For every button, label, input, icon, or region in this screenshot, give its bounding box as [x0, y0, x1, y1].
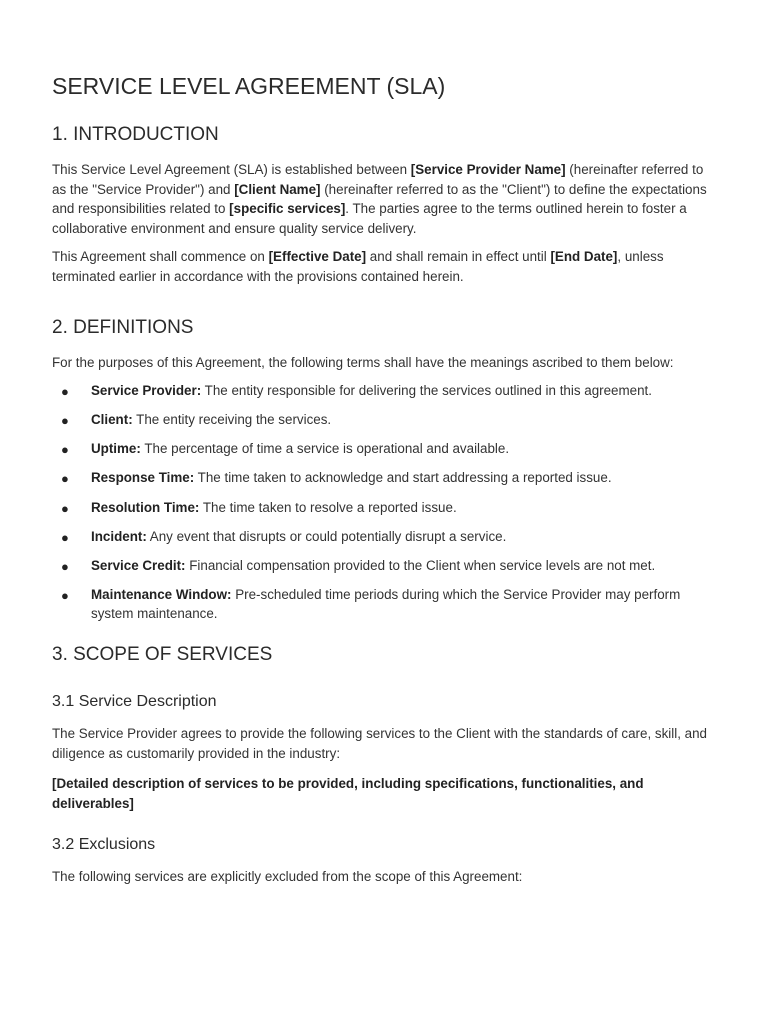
definition-term: Incident:	[91, 528, 147, 544]
bullet-icon: ●	[61, 471, 69, 487]
placeholder-service-provider-name: [Service Provider Name]	[410, 162, 566, 177]
section-heading-scope: 3. SCOPE OF SERVICES	[52, 644, 273, 665]
definition-text: The time taken to resolve a reported issue.	[199, 499, 457, 515]
definition-text: Financial compensation provided to the Client when service levels are not met.	[185, 557, 656, 573]
definition-term: Response Time:	[91, 470, 195, 486]
definition-term: Uptime:	[91, 441, 141, 457]
list-item	[52, 498, 718, 518]
bullet-icon: ●	[61, 558, 69, 574]
text-run: This Agreement shall commence on	[52, 249, 269, 265]
definition-term: Client:	[91, 412, 133, 428]
list-item	[52, 585, 718, 624]
document-title: SERVICE LEVEL AGREEMENT (SLA)	[52, 73, 446, 99]
text-run: (hereinafter referred to as the "Service Provider") and	[52, 162, 704, 197]
definition-text: The entity receiving the services.	[132, 412, 332, 428]
definition-text: The entity responsible for delivering the services outlined in this agreement.	[201, 383, 652, 399]
definition-text: The percentage of time a service is operational and available.	[140, 441, 510, 457]
service-description-placeholder: [Detailed description of services to be provided, including specifications, functionalities, and deliverables]	[52, 776, 644, 811]
definition-text: The time taken to acknowledge and start addressing a reported issue.	[194, 470, 612, 486]
bullet-icon: ●	[61, 384, 69, 400]
bullet-icon: ●	[61, 413, 69, 429]
bullet-icon: ●	[61, 587, 69, 603]
bullet-icon: ●	[61, 442, 69, 458]
placeholder-end-date: [End Date]	[550, 249, 618, 265]
introduction-paragraph-2	[52, 247, 718, 286]
text-run: , unless terminated earlier in accordance with the provisions contained herein.	[52, 249, 664, 284]
text-run: . The parties agree to the terms outlined herein to foster a collaborative environment and ensure quality service delivery.	[52, 201, 687, 236]
definition-text: Pre-scheduled time periods during which the Service Provider may perform system maintenance.	[91, 586, 681, 622]
list-item	[52, 381, 718, 401]
list-item	[52, 410, 718, 430]
definition-term: Service Provider:	[91, 383, 202, 399]
definitions-list	[52, 381, 718, 624]
definition-term: Maintenance Window:	[91, 586, 232, 602]
definition-term: Resolution Time:	[91, 499, 200, 515]
text-run: and shall remain in effect until	[366, 249, 551, 265]
list-item	[52, 556, 718, 576]
introduction-paragraph-1	[52, 160, 718, 238]
bullet-icon: ●	[61, 529, 69, 545]
placeholder-effective-date: [Effective Date]	[268, 249, 367, 265]
text-run: This Service Level Agreement (SLA) is established between	[52, 162, 411, 177]
list-item	[52, 527, 718, 547]
definition-text: Any event that disrupts or could potentially disrupt a service.	[146, 528, 507, 544]
placeholder-client-name: [Client Name]	[234, 181, 321, 197]
text-run: (hereinafter referred to as the "Client") to define the expectations and responsibilities related to	[52, 181, 707, 217]
list-item	[52, 439, 718, 459]
exclusions-text: The following services are explicitly excluded from the scope of this Agreement:	[52, 869, 523, 885]
definitions-intro: For the purposes of this Agreement, the following terms shall have the meanings ascribed to them below:	[52, 354, 674, 370]
definition-term: Service Credit:	[91, 557, 186, 573]
list-item	[52, 468, 718, 488]
subsection-heading-service-description: 3.1 Service Description	[52, 693, 217, 710]
bullet-icon: ●	[61, 500, 69, 516]
section-heading-introduction: 1. INTRODUCTION	[52, 124, 219, 145]
section-heading-definitions: 2. DEFINITIONS	[52, 316, 194, 338]
service-description-text: The Service Provider agrees to provide the following services to the Client with the standards of care, skill, and diligence as customarily provided in the industry:	[52, 726, 707, 761]
subsection-heading-exclusions: 3.2 Exclusions	[52, 836, 156, 854]
placeholder-specific-services: [specific services]	[229, 201, 346, 217]
